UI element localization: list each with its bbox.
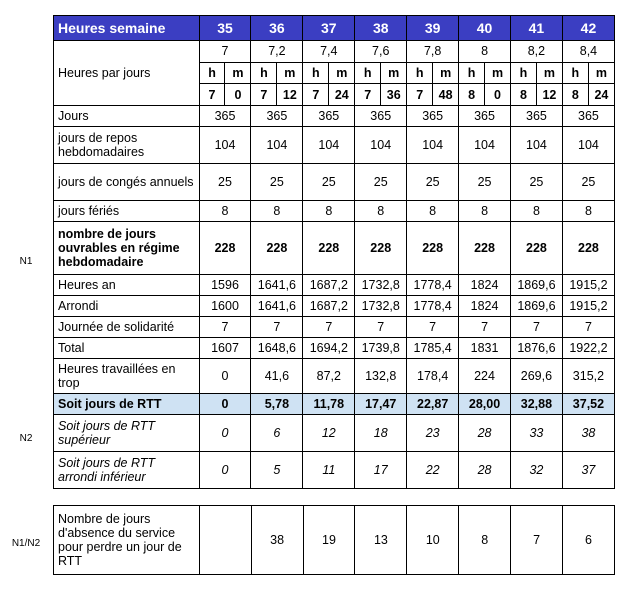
- row-value: 365: [251, 106, 303, 127]
- row-value: 22: [407, 452, 459, 489]
- table-row: [54, 164, 615, 201]
- table-row: [54, 338, 615, 359]
- row-value: 365: [407, 106, 459, 127]
- row-value: 1922,2: [562, 338, 614, 359]
- row-value: 7: [303, 317, 355, 338]
- table-row: [54, 106, 615, 127]
- row-value: 1869,6: [510, 296, 562, 317]
- absence-row: [54, 506, 615, 575]
- row-value: 1831: [459, 338, 511, 359]
- absence-label: Nombre de jours d'absence du service pour perdre un jour de RTT: [54, 506, 200, 575]
- row-value: 17: [355, 452, 407, 489]
- row-value: 7: [407, 317, 459, 338]
- row-value: 38: [562, 415, 614, 452]
- header-cell: 39: [407, 16, 459, 41]
- row-value: 11,78: [303, 394, 355, 415]
- row-value: 25: [562, 164, 614, 201]
- row-value: 228: [459, 222, 511, 275]
- row-value: 178,4: [407, 359, 459, 394]
- row-value: 1778,4: [407, 296, 459, 317]
- row-value: 1732,8: [355, 275, 407, 296]
- row-label: Journée de solidarité: [54, 317, 200, 338]
- row-value: 1641,6: [251, 296, 303, 317]
- row-value: 1778,4: [407, 275, 459, 296]
- heures-par-jours-value: 7,2: [251, 41, 303, 63]
- header-label: Heures semaine: [54, 16, 200, 41]
- row-value: 12: [303, 415, 355, 452]
- absence-value: 13: [355, 506, 407, 575]
- row-value: 228: [251, 222, 303, 275]
- table-row: [54, 201, 615, 222]
- row-value: 7: [199, 317, 251, 338]
- row-value: 17,47: [355, 394, 407, 415]
- row-label: Soit jours de RTT: [54, 394, 200, 415]
- m-header: m: [329, 62, 355, 84]
- m-header: m: [433, 62, 459, 84]
- side-label-n2: N2: [19, 433, 33, 444]
- row-value: 365: [303, 106, 355, 127]
- row-value: 32: [510, 452, 562, 489]
- row-value: 32,88: [510, 394, 562, 415]
- row-label: Soit jours de RTT supérieur: [54, 415, 200, 452]
- row-value: 87,2: [303, 359, 355, 394]
- row-value: 5,78: [251, 394, 303, 415]
- row-value: 269,6: [510, 359, 562, 394]
- m-header: m: [277, 62, 303, 84]
- row-value: 8: [303, 201, 355, 222]
- row-value: 0: [199, 394, 251, 415]
- row-label: Soit jours de RTT arrondi inférieur: [54, 452, 200, 489]
- m-header: m: [536, 62, 562, 84]
- row-value: 228: [407, 222, 459, 275]
- h-header: h: [510, 62, 536, 84]
- row-value: 1876,6: [510, 338, 562, 359]
- row-value: 104: [459, 127, 511, 164]
- m-value: 24: [588, 84, 614, 106]
- h-header: h: [199, 62, 225, 84]
- h-header: h: [562, 62, 588, 84]
- heures-par-jours-value: 7,8: [407, 41, 459, 63]
- row-label: Jours: [54, 106, 200, 127]
- row-value: 25: [459, 164, 511, 201]
- row-value: 365: [510, 106, 562, 127]
- h-value: 7: [303, 84, 329, 106]
- m-value: 36: [381, 84, 407, 106]
- row-label: nombre de jours ouvrables en régime hebdomadaire: [54, 222, 200, 275]
- row-value: 6: [251, 415, 303, 452]
- row-value: 228: [355, 222, 407, 275]
- row-value: 0: [199, 452, 251, 489]
- row-value: 28,00: [459, 394, 511, 415]
- row-value: 25: [251, 164, 303, 201]
- row-value: 1824: [459, 275, 511, 296]
- h-value: 7: [355, 84, 381, 106]
- header-cell: 36: [251, 16, 303, 41]
- heures-par-jours-value: 7,6: [355, 41, 407, 63]
- row-value: 25: [199, 164, 251, 201]
- m-value: 48: [433, 84, 459, 106]
- heures-par-jours-value: 8,2: [510, 41, 562, 63]
- row-value: 365: [562, 106, 614, 127]
- header-row: [54, 16, 615, 41]
- table-row: [54, 359, 615, 394]
- row-label: Heures an: [54, 275, 200, 296]
- row-value: 228: [562, 222, 614, 275]
- row-value: 0: [199, 415, 251, 452]
- m-header: m: [381, 62, 407, 84]
- row-value: 1915,2: [562, 296, 614, 317]
- row-value: 1607: [199, 338, 251, 359]
- header-cell: 41: [510, 16, 562, 41]
- row-value: 8: [459, 201, 511, 222]
- heures-par-jours-value: 8,4: [562, 41, 614, 63]
- row-value: 25: [407, 164, 459, 201]
- h-value: 7: [251, 84, 277, 106]
- absence-value: 6: [563, 506, 615, 575]
- m-value: 24: [329, 84, 355, 106]
- h-header: h: [407, 62, 433, 84]
- row-value: 8: [407, 201, 459, 222]
- row-label: jours de congés annuels: [54, 164, 200, 201]
- row-value: 1915,2: [562, 275, 614, 296]
- absence-value: 10: [407, 506, 459, 575]
- m-header: m: [225, 62, 251, 84]
- heures-par-jours-value: 7: [199, 41, 251, 63]
- row-value: 1824: [459, 296, 511, 317]
- row-value: 37,52: [562, 394, 614, 415]
- h-value: 7: [407, 84, 433, 106]
- row-value: 1732,8: [355, 296, 407, 317]
- row-value: 8: [562, 201, 614, 222]
- m-header: m: [485, 62, 511, 84]
- table-row: [54, 415, 615, 452]
- row-value: 8: [510, 201, 562, 222]
- row-value: 7: [251, 317, 303, 338]
- row-value: 365: [459, 106, 511, 127]
- row-value: 365: [355, 106, 407, 127]
- row-value: 25: [510, 164, 562, 201]
- row-value: 104: [199, 127, 251, 164]
- row-value: 132,8: [355, 359, 407, 394]
- row-label: Arrondi: [54, 296, 200, 317]
- row-value: 22,87: [407, 394, 459, 415]
- row-value: 8: [355, 201, 407, 222]
- header-cell: 38: [355, 16, 407, 41]
- row-value: 228: [303, 222, 355, 275]
- m-value: 12: [536, 84, 562, 106]
- table-row: [54, 275, 615, 296]
- row-value: 1648,6: [251, 338, 303, 359]
- header-cell: 35: [199, 16, 251, 41]
- row-value: 18: [355, 415, 407, 452]
- row-value: 11: [303, 452, 355, 489]
- row-value: 104: [355, 127, 407, 164]
- h-header: h: [303, 62, 329, 84]
- absence-value: 38: [251, 506, 303, 575]
- heures-par-jours-label: Heures par jours: [54, 41, 200, 106]
- row-value: 228: [510, 222, 562, 275]
- row-value: 0: [199, 359, 251, 394]
- h-header: h: [459, 62, 485, 84]
- row-value: 104: [407, 127, 459, 164]
- row-value: 28: [459, 452, 511, 489]
- side-label-n1n2: N1/N2: [11, 538, 41, 549]
- row-value: 1596: [199, 275, 251, 296]
- rtt-table: [53, 15, 615, 489]
- heures-par-jours-row: [54, 41, 615, 63]
- absence-value: [199, 506, 251, 575]
- h-header: h: [251, 62, 277, 84]
- absence-value: 19: [303, 506, 355, 575]
- row-value: 1785,4: [407, 338, 459, 359]
- row-value: 1694,2: [303, 338, 355, 359]
- row-value: 28: [459, 415, 511, 452]
- row-value: 37: [562, 452, 614, 489]
- m-value: 0: [485, 84, 511, 106]
- heures-par-jours-value: 8: [459, 41, 511, 63]
- header-cell: 42: [562, 16, 614, 41]
- row-value: 8: [199, 201, 251, 222]
- row-label: Total: [54, 338, 200, 359]
- table-row: [54, 127, 615, 164]
- row-value: 315,2: [562, 359, 614, 394]
- row-label: Heures travaillées en trop: [54, 359, 200, 394]
- h-value: 7: [199, 84, 225, 106]
- heures-par-jours-value: 7,4: [303, 41, 355, 63]
- m-value: 12: [277, 84, 303, 106]
- absence-table: [53, 505, 615, 575]
- absence-value: 8: [459, 506, 511, 575]
- row-value: 224: [459, 359, 511, 394]
- row-value: 1869,6: [510, 275, 562, 296]
- row-value: 228: [199, 222, 251, 275]
- table-row: [54, 296, 615, 317]
- row-value: 8: [251, 201, 303, 222]
- row-value: 1600: [199, 296, 251, 317]
- row-value: 7: [562, 317, 614, 338]
- m-value: 0: [225, 84, 251, 106]
- h-header: h: [355, 62, 381, 84]
- row-value: 104: [510, 127, 562, 164]
- row-value: 23: [407, 415, 459, 452]
- row-value: 25: [303, 164, 355, 201]
- table-row: [54, 394, 615, 415]
- row-value: 7: [355, 317, 407, 338]
- h-value: 8: [562, 84, 588, 106]
- row-value: 104: [251, 127, 303, 164]
- row-value: 25: [355, 164, 407, 201]
- row-value: 7: [459, 317, 511, 338]
- side-label-n1: N1: [19, 256, 33, 267]
- row-value: 104: [562, 127, 614, 164]
- h-value: 8: [459, 84, 485, 106]
- row-label: jours fériés: [54, 201, 200, 222]
- table-row: [54, 452, 615, 489]
- row-value: 1687,2: [303, 296, 355, 317]
- m-header: m: [588, 62, 614, 84]
- row-value: 1739,8: [355, 338, 407, 359]
- table-row: [54, 222, 615, 275]
- table-row: [54, 317, 615, 338]
- row-value: 1641,6: [251, 275, 303, 296]
- header-cell: 37: [303, 16, 355, 41]
- row-value: 1687,2: [303, 275, 355, 296]
- header-cell: 40: [459, 16, 511, 41]
- row-label: jours de repos hebdomadaires: [54, 127, 200, 164]
- h-value: 8: [510, 84, 536, 106]
- row-value: 104: [303, 127, 355, 164]
- row-value: 41,6: [251, 359, 303, 394]
- row-value: 7: [510, 317, 562, 338]
- row-value: 33: [510, 415, 562, 452]
- row-value: 5: [251, 452, 303, 489]
- absence-value: 7: [511, 506, 563, 575]
- row-value: 365: [199, 106, 251, 127]
